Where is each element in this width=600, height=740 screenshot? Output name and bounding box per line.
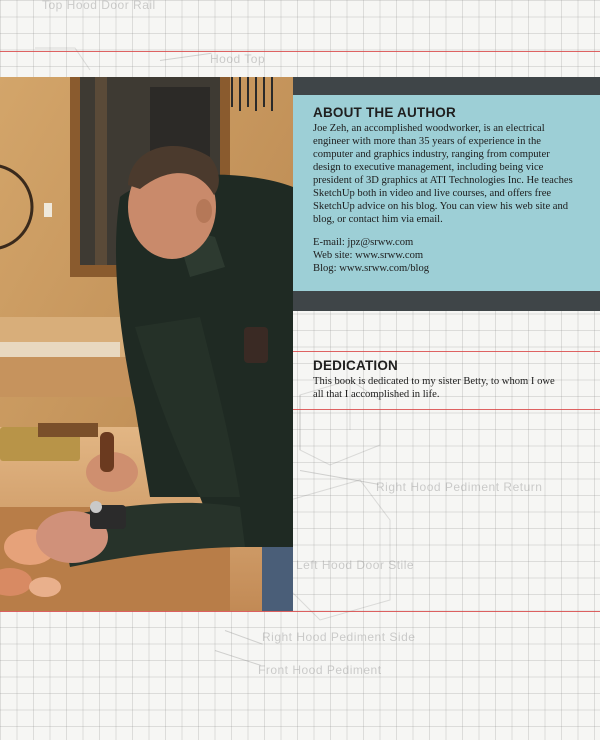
guide-line — [0, 51, 600, 52]
bg-leader-line — [300, 470, 379, 485]
dedication-section — [313, 358, 563, 401]
author-website: Web site: www.srww.com — [313, 250, 424, 261]
bg-label-top-left: Top Hood Door Rail — [42, 0, 156, 12]
about-author-panel — [293, 95, 600, 291]
bg-leader-line — [160, 53, 212, 61]
bg-leader-line — [225, 630, 263, 645]
about-author-heading: ABOUT THE AUTHOR — [313, 105, 456, 120]
guide-line — [0, 611, 600, 612]
author-panel-bottom-band — [293, 291, 600, 311]
author-contact — [313, 236, 573, 275]
dedication-text: This book is dedicated to my sister Betty, to whom I owe all that I accomplished in life. — [313, 376, 555, 400]
bg-leader-line — [215, 650, 261, 666]
bg-label-bottom-1: Right Hood Pediment Side — [262, 630, 416, 644]
author-panel-top-band — [293, 77, 600, 95]
bg-label-right-mid: Right Hood Pediment Return — [376, 480, 543, 494]
dedication-heading: DEDICATION — [313, 358, 398, 373]
bg-label-mid-center: Left Hood Door Stile — [296, 558, 415, 572]
author-photo — [0, 77, 293, 611]
author-bio: Joe Zeh, an accomplished woodworker, is an electrical engineer with more than 35 years of experience in the computer and graphics industry, ranging from computer design to executive management, including being vice president of 3D graphics at ATI Technologies Inc. He teaches SketchUp both in video and live courses, and offers free SketchUp advice on his blog. You can view his web site and blog, or contact him via email. — [313, 123, 573, 225]
author-email: E-mail: jpz@srww.com — [313, 237, 414, 248]
bg-label-top-center: Hood Top — [210, 52, 266, 66]
bg-label-bottom-2: Front Hood Pediment — [258, 663, 382, 677]
author-blog: Blog: www.srww.com/blog — [313, 263, 430, 274]
